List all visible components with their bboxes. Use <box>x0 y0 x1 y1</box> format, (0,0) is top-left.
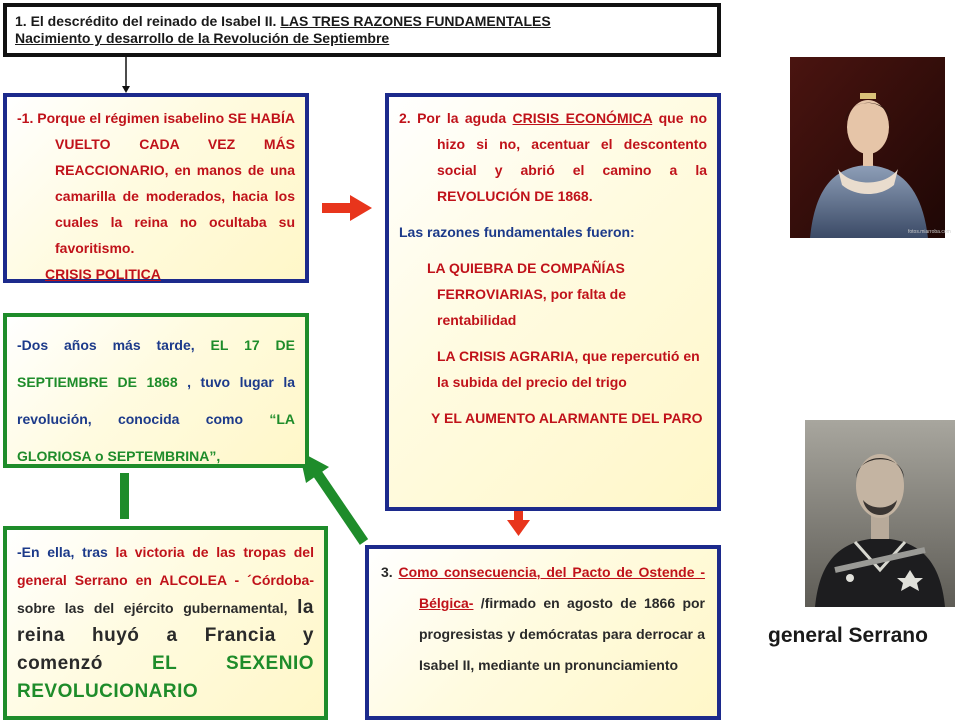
serrano-portrait <box>805 420 955 607</box>
green-connector-bar <box>120 473 129 519</box>
revolution-part-c: , tuvo lugar la revolución, conocida como <box>17 374 295 427</box>
red-arrow-right <box>322 195 372 221</box>
glorious-revolution-box <box>3 313 309 468</box>
revolution-part-a: -Dos años más tarde, <box>17 337 211 353</box>
economic-intro-part-c: que no hizo si no, acentuar el descontento social y abrió el camino a la REVOLUCIÓN DE 1868. <box>437 110 707 204</box>
ostende-number: 3. <box>381 564 399 580</box>
revolution-date: EL 17 DE SEPTIEMBRE DE 1868 <box>17 337 295 390</box>
title-line-2: Nacimiento y desarrollo de la Revolución de Septiembre <box>15 30 390 46</box>
glorious-revolution-text <box>17 327 295 475</box>
sexenio-text <box>17 538 314 706</box>
fundamental-reasons-label: Las razones fundamentales fueron: <box>399 224 635 240</box>
sexenio-box <box>3 526 328 720</box>
title-line-1 <box>15 13 709 30</box>
ostende-pact-detail: /firmado en agosto de 1866 por progresistas y demócratas para derrocar a Isabel II, mediante un pronunciamiento <box>419 595 705 673</box>
political-crisis-box <box>3 93 309 283</box>
title-down-arrowhead <box>122 86 130 93</box>
reason-railways: LA QUIEBRA DE COMPAÑÍAS FERROVIARIAS, por falta de rentabilidad <box>427 260 627 328</box>
title-box <box>3 3 721 57</box>
serrano-caption: general Serrano <box>768 624 928 647</box>
sexenio-part-a: -En ella, tras <box>17 544 116 560</box>
reason-unemployment: Y EL AUMENTO ALARMANTE DEL PARO <box>431 410 703 426</box>
crisis-politica-label <box>17 261 295 287</box>
title-part-1: 1. El descrédito del reinado de Isabel II. <box>15 13 281 29</box>
isabel-ii-portrait <box>790 57 951 238</box>
alcolea-victory: la victoria de las tropas del general Serrano en ALCOLEA - ´Córdoba- <box>17 544 314 588</box>
title-part-2: LAS TRES RAZONES FUNDAMENTALES <box>280 13 551 29</box>
ostende-pact-box <box>365 545 721 720</box>
economic-intro-part-a: 2. Por la aguda <box>399 110 513 126</box>
economic-crisis-intro <box>399 105 707 209</box>
political-crisis-text: -1. Porque el régimen isabelino SE HABÍA VUELTO CADA VEZ MÁS REACCIONARIO, en manos de una camarilla de moderados, hacia los cuales la reina no ocultaba su favoritismo. <box>17 110 295 256</box>
sexenio-part-c: sobre las del ejército gubernamental, <box>17 600 298 616</box>
revolution-name: “LA GLORIOSA o SEPTEMBRINA”, <box>17 411 295 464</box>
economic-crisis-box <box>385 93 721 511</box>
economic-intro-keyword: CRISIS ECONÓMICA <box>512 110 653 126</box>
reason-agrarian: LA CRISIS AGRARIA, que repercutió en la subida del precio del trigo <box>437 348 700 390</box>
sexenio-revolucionario: EL SEXENIO REVOLUCIONARIO <box>17 653 314 702</box>
crisis-politica-text: CRISIS POLITICA <box>45 266 161 282</box>
ostende-pact-keyword: Como consecuencia, del Pacto de Ostende -Bélgica- <box>398 564 705 611</box>
ostende-pact-text <box>381 557 705 681</box>
queen-fled: la reina huyó a Francia y comenzó <box>17 597 314 674</box>
portrait-watermark: fotos.miarroba.com <box>908 229 951 235</box>
